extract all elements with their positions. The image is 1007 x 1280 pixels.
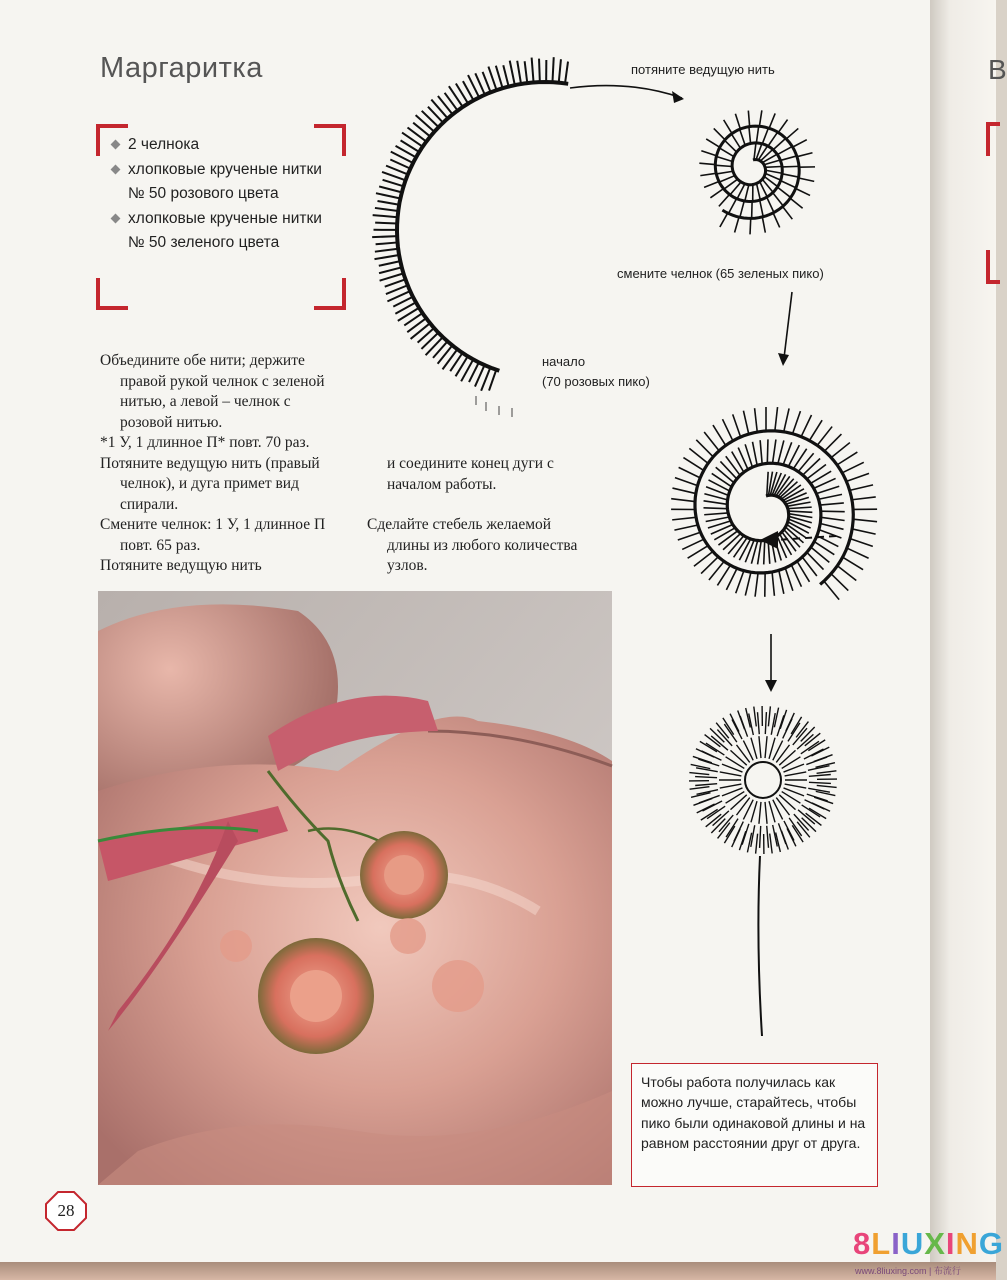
page-number-badge <box>44 1190 88 1232</box>
arrow-curve-icon <box>570 86 682 98</box>
material-item: хлопковые крученые нитки № 50 розового цвета <box>110 158 330 207</box>
instruction-paragraph: Сделайте стебель желаемой длины из любого количества узлов. <box>367 516 578 574</box>
arrow-head-icon <box>778 353 789 366</box>
watermark-brand: 8LIUXING <box>853 1226 1005 1261</box>
spiral-large <box>671 407 877 600</box>
instruction-paragraph: Объедините обе нити; держите правой рукой челнок с зеленой нитью, а левой – челнок с розовой нитью. <box>100 352 325 431</box>
next-page-heading-fragment: В <box>988 54 1007 85</box>
tip-text: Чтобы работа получилась как можно лучше, старайтесь, чтобы пико были одинаковой длины и на равном расстоянии друг от друга. <box>641 1074 866 1151</box>
page-title: Маргаритка <box>100 52 263 84</box>
arrow-head-icon <box>765 680 777 692</box>
tick-marks <box>476 396 512 417</box>
satin-pouch-photo <box>98 591 612 1185</box>
arc-70-picots <box>372 57 568 391</box>
instruction-paragraph: Потяните ведущую нить <box>100 557 262 574</box>
page-number: 28 <box>57 1201 75 1220</box>
watermark <box>853 1226 1005 1276</box>
corner-mark <box>986 122 1000 156</box>
material-item: 2 челнока <box>110 133 330 158</box>
watermark-url: www.8liuxing.com | 布流行 <box>855 1266 961 1276</box>
finished-daisy <box>689 706 837 1036</box>
instruction-paragraph: *1 У, 1 длинное П* повт. 70 раз. <box>100 434 310 451</box>
arrow-down-icon <box>784 292 792 358</box>
tip-box <box>631 1063 878 1187</box>
page-bottom-strip <box>0 1262 996 1280</box>
instruction-paragraph: Смените челнок: 1 У, 1 длинное П повт. 65 раз. <box>100 516 326 554</box>
next-page-edge <box>930 0 1007 1262</box>
arrow-head-icon <box>672 91 684 103</box>
product-photo <box>98 591 612 1185</box>
instruction-paragraph: и соедините конец дуги с началом работы. <box>387 455 554 493</box>
material-item: хлопковые крученые нитки № 50 зеленого цвета <box>110 207 330 256</box>
label-start: начало (70 розовых пико) <box>542 354 650 389</box>
label-pull-thread: потяните ведущую нить <box>631 62 775 77</box>
spiral-small <box>699 110 815 234</box>
corner-mark <box>986 250 1000 284</box>
label-change-shuttle: смените челнок (65 зеленых пико) <box>617 266 824 281</box>
instruction-paragraph: Потяните ведущую нить (правый челнок), и дуга примет вид спирали. <box>100 454 320 513</box>
